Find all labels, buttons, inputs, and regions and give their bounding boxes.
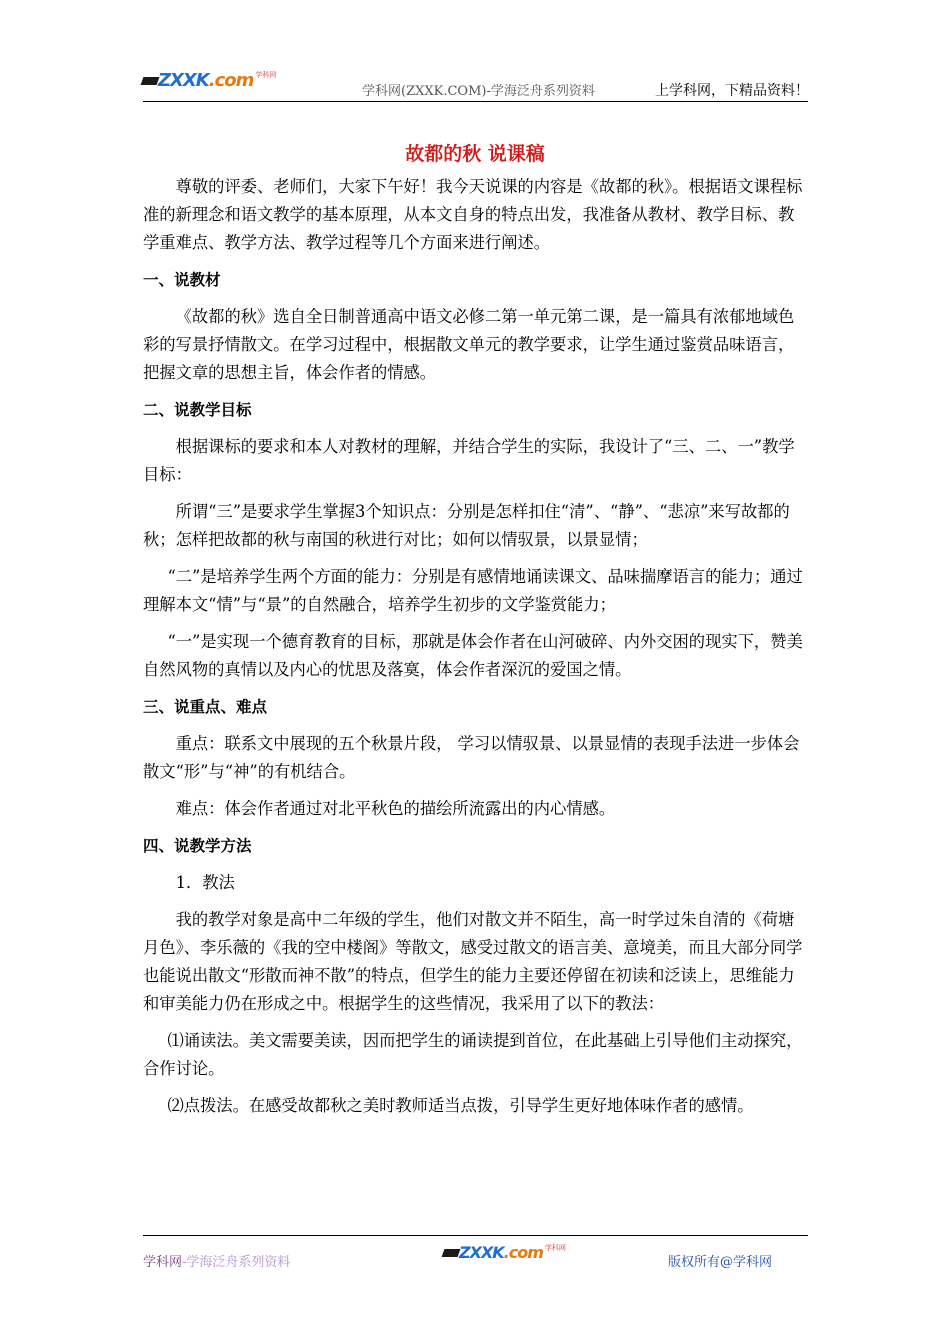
footer-logo[interactable] [443,1243,566,1262]
paragraph: ⑵点拨法。在感受故都秋之美时教师适当点拨，引导学生更好地体味作者的感情。 [167,1096,754,1115]
header-slogan: 上学科网，下精品资料！ [655,83,809,99]
section-heading-1: 一、说教材 [143,271,221,289]
logo-wordmark: ZXXK.com [158,70,254,91]
logo-tag: 学科网 [544,1244,566,1252]
header-divider [143,101,808,102]
paragraph: ⑴诵读法。美文需要美读，因而把学生的诵读提到首位，在此基础上引导他们主动探究，合作讨论。 [143,1031,803,1078]
footer-site-name: 学科网 [143,1255,183,1270]
footer-divider [143,1235,808,1236]
paragraph: 根据课标的要求和本人对教材的理解，并结合学生的实际，我设计了“三、二、一”教学目标： [143,437,795,484]
paragraph-intro: 尊敬的评委、老师们，大家下午好！我今天说课的内容是《故都的秋》。根据语文课程标准的新理念和语文教学的基本原理，从本文自身的特点出发，我准备从教材、教学目标、教学重难点、教学方法、教学过程等几个方面来进行阐述。 [143,177,803,252]
document-title: 故都的秋 说课稿 [405,143,545,165]
mortarboard-icon [141,77,160,85]
paragraph: 重点：联系文中展现的五个秋景片段， 学习以情驭景、以景显情的表现手法进一步体会散文“形”与“神”的有机结合。 [143,734,800,781]
paragraph: 我的教学对象是高中二年级的学生，他们对散文并不陌生，高一时学过朱自清的《荷塘月色》、李乐薇的《我的空中楼阁》等散文，感受过散文的语言美、意境美，而且大部分同学也能说出散文“形散而神不散”的特点，但学生的能力主要还停留在初读和泛读上，思维能力和审美能力仍在形成之中。根据学生的这些情况，我采用了以下的教法： [143,910,803,1013]
mortarboard-icon [442,1249,461,1257]
paragraph: “二”是培养学生两个方面的能力：分别是有感情地诵读课文、品味揣摩语言的能力；通过理解本文“情”与“景”的自然融合，培养学生初步的文学鉴赏能力； [143,567,803,614]
document-body [143,173,808,1120]
logo-tag: 学科网 [255,71,277,79]
footer-series: -学海泛舟系列资料 [182,1255,291,1270]
paragraph: 所谓“三”是要求学生掌握3个知识点：分别是怎样扣住“清”、“静”、“悲凉”来写故都的秋；怎样把故都的秋与南国的秋进行对比；如何以情驭景，以景显情； [143,502,790,549]
logo-wordmark: ZXXK.com [459,1243,543,1262]
section-heading-3: 三、说重点、难点 [143,698,268,716]
footer-left-text [143,1251,290,1270]
header-center-text: 学科网(ZXXK.COM)-学海泛舟系列资料 [362,84,595,99]
paragraph: “一”是实现一个德育教育的目标，那就是体会作者在山河破碎、内外交困的现实下，赞美自然风物的真情以及内心的忧思及落寞，体会作者深沉的爱国之情。 [143,632,803,679]
footer-copyright: 版权所有@学科网 [668,1255,773,1270]
header-logo[interactable] [142,70,276,91]
subheading: 1．教法 [175,873,235,892]
paragraph: 《故都的秋》选自全日制普通高中语文必修二第一单元第二课，是一篇具有浓郁地域色彩的写景抒情散文。在学习过程中，根据散文单元的教学要求，让学生通过鉴赏品味语言，把握文章的思想主旨，体会作者的情感。 [143,307,795,382]
section-heading-2: 二、说教学目标 [143,401,252,419]
paragraph: 难点：体会作者通过对北平秋色的描绘所流露出的内心情感。 [175,799,616,818]
section-heading-4: 四、说教学方法 [143,837,252,855]
